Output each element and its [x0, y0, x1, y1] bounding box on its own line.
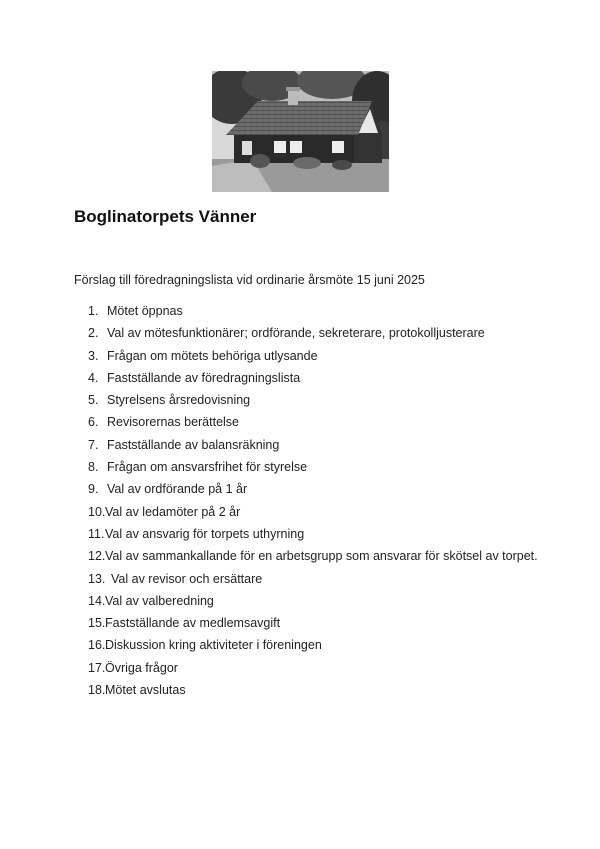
agenda-item-text: Styrelsens årsredovisning — [107, 393, 251, 408]
agenda-item-number: 9. — [88, 482, 99, 497]
agenda-item-text: Övriga frågor — [105, 660, 178, 675]
agenda-item-number: 17. — [88, 660, 106, 675]
agenda-intro: Förslag till föredragningslista vid ordinarie årsmöte 15 juni 2025 — [74, 273, 425, 287]
agenda-item-number: 14. — [88, 593, 106, 608]
agenda-item-text: Fastställande av balansräkning — [107, 437, 280, 452]
house-photo-image — [212, 71, 389, 192]
agenda-item-number: 6. — [88, 415, 99, 430]
agenda-item-text: Val av mötesfunktionärer; ordförande, sekreterare, protokolljusterare — [107, 326, 485, 341]
agenda-item-text: Val av sammankallande för en arbetsgrupp som ansvarar för skötsel av torpet. — [105, 549, 538, 564]
agenda-item-number: 3. — [88, 348, 99, 363]
agenda-item-text: Val av ansvarig för torpets uthyrning — [105, 526, 305, 541]
agenda-item-text: Fastställande av medlemsavgift — [105, 616, 281, 631]
agenda-item-number: 2. — [88, 326, 99, 341]
agenda-item-number: 5. — [88, 393, 99, 408]
agenda-item-text: Val av revisor och ersättare — [111, 571, 263, 586]
agenda-item-number: 13. — [88, 571, 106, 586]
agenda-item-number: 18. — [88, 683, 106, 698]
house-photo — [212, 71, 389, 192]
document-title: Boglinatorpets Vänner — [74, 207, 257, 226]
agenda-item-text: Frågan om mötets behöriga utlysande — [107, 348, 318, 363]
agenda-item-text: Mötet öppnas — [107, 304, 183, 318]
agenda-item-text: Frågan om ansvarsfrihet för styrelse — [107, 460, 308, 475]
agenda-item-number: 1. — [88, 304, 99, 318]
agenda-item-number: 7. — [88, 437, 99, 452]
agenda-item-text: Val av ordförande på 1 år — [107, 482, 248, 497]
agenda-item-number: 4. — [88, 370, 99, 385]
agenda-item-number: 15. — [88, 616, 106, 631]
agenda-item-text: Fastställande av föredragningslista — [107, 370, 301, 385]
agenda-item-text: Diskussion kring aktiviteter i föreningen — [105, 638, 322, 653]
agenda-item-text: Revisorernas berättelse — [107, 415, 240, 430]
agenda-item-text: Val av valberedning — [105, 593, 214, 608]
agenda-item-number: 11. — [88, 526, 105, 541]
agenda-item-number: 12. — [88, 549, 106, 564]
agenda-item-number: 8. — [88, 460, 99, 475]
agenda-item-number: 10. — [88, 504, 106, 519]
agenda-item-number: 16. — [88, 638, 106, 653]
agenda-item-text: Val av ledamöter på 2 år — [105, 504, 241, 519]
agenda-item-text: Mötet avslutas — [105, 683, 186, 698]
